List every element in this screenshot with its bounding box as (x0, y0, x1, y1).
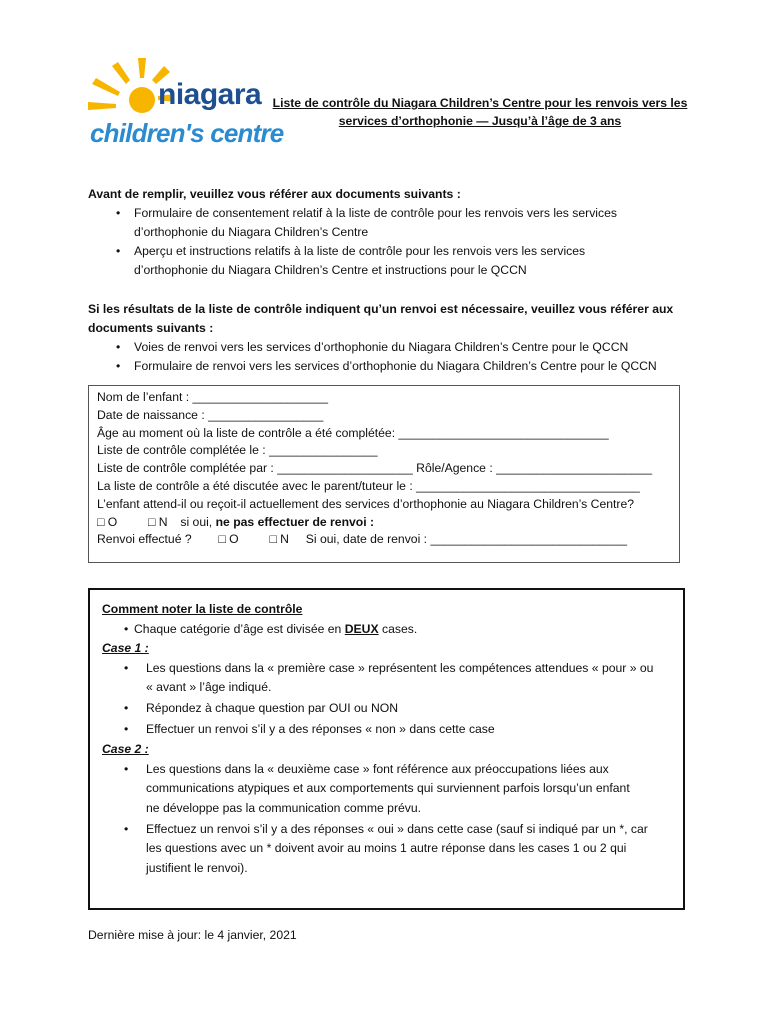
child-info-form (88, 385, 680, 563)
intro-bold-deux: DEUX (344, 621, 379, 636)
logo-text-niagara: niagara (158, 78, 262, 111)
case-2-heading: Case 2 : (102, 742, 149, 757)
list-item (102, 620, 671, 640)
completed-by-field[interactable]: Liste de contrôle complétée par : ____________________ Rôle/Agence : _______________________ (97, 461, 652, 476)
title-line-1: Liste de contrôle du Niagara Children’s Centre pour les renvois vers les (272, 96, 688, 110)
discussed-field[interactable]: La liste de contrôle a été discutée avec le parent/tuteur le : _________________________________ (97, 478, 640, 493)
list-item (88, 242, 688, 280)
list-item (102, 820, 671, 879)
referral-heading-line-2: documents suivants : (88, 321, 214, 335)
list-item-line: justifient le renvoi). (146, 860, 248, 875)
referral-documents-section (88, 300, 698, 376)
scoring-instructions-box (88, 588, 685, 910)
referral-heading-line-1: Si les résultats de la liste de contrôle indiquent qu’un renvoi est nécessaire, veuillez vous référer aux (88, 302, 674, 316)
logo-text-childrens-centre: children's centre (90, 118, 284, 148)
list-item (88, 204, 688, 242)
list-item-line: « avant » l’âge indiqué. (146, 680, 272, 695)
attends-no-checkbox[interactable]: □ N (148, 514, 168, 529)
before-section (88, 185, 688, 280)
list-item (102, 659, 671, 698)
list-item (102, 760, 671, 819)
intro-text: Chaque catégorie d’âge est divisée en (134, 621, 342, 636)
list-item-line: les questions avec un * doivent avoir au moins 1 autre réponse dans les cases 1 ou 2 qui (146, 841, 627, 856)
referral-no-checkbox[interactable]: □ N (269, 532, 289, 547)
list-item: • Voies de renvoi vers les services d’orthophonie du Niagara Children’s Centre pour le QCCN (88, 338, 698, 357)
scoring-heading: Comment noter la liste de contrôle (102, 602, 303, 616)
list-item-line: • Aperçu et instructions relatifs à la liste de contrôle pour les renvois vers les services (134, 244, 586, 258)
list-item: • Formulaire de renvoi vers les services d’orthophonie du Niagara Children’s Centre pour le QCCN (88, 357, 698, 376)
niagara-childrens-centre-logo (86, 54, 284, 154)
last-updated-footer: Dernière mise à jour: le 4 janvier, 2021 (88, 928, 297, 942)
child-name-field[interactable]: Nom de l’enfant : ____________________ (97, 390, 329, 404)
attends-yes-checkbox[interactable]: □ O (97, 514, 118, 529)
list-item-line: • Effectuez un renvoi s’il y a des réponses « oui » dans cette case (sauf si indiqué par un *, car (146, 821, 648, 836)
list-item: • Répondez à chaque question par OUI ou NON (102, 699, 671, 719)
referral-done-label: Renvoi effectué ? (97, 532, 192, 547)
completed-on-field[interactable]: Liste de contrôle complétée le : ________________ (97, 443, 378, 458)
dob-field[interactable]: Date de naissance : _________________ (97, 407, 324, 422)
list-item: • Effectuer un renvoi s’il y a des réponses « non » dans cette case (102, 720, 671, 740)
attends-no-referral-text: ne pas effectuer de renvoi : (215, 514, 375, 529)
document-title (270, 94, 690, 130)
attends-question: L’enfant attend-il ou reçoit-il actuellement des services d’orthophonie au Niagara Children’s Centre? (97, 496, 635, 511)
attends-options (97, 514, 671, 532)
title-line-2: services d’orthophonie — Jusqu’à l’âge de 3 ans (338, 114, 622, 128)
age-when-completed-field[interactable]: Âge au moment où la liste de contrôle a été complétée: _______________________________ (97, 425, 609, 440)
referral-done-row (97, 531, 671, 549)
list-item-line: • Formulaire de consentement relatif à la liste de contrôle pour les renvois vers les services (134, 206, 617, 220)
list-item-line: d’orthophonie du Niagara Children’s Centre et instructions pour le QCCN (134, 263, 527, 277)
referral-date-field[interactable]: Si oui, date de renvoi : _____________________________ (305, 532, 628, 547)
list-item-line: • Les questions dans la « deuxième case » font référence aux préoccupations liées aux (146, 761, 609, 776)
before-heading: Avant de remplir, veuillez vous référer aux documents suivants : (88, 187, 461, 201)
list-item-line: ne développe pas la communication comme prévu. (146, 800, 422, 815)
case-1-heading: Case 1 : (102, 641, 149, 656)
list-item-line: communications atypiques et aux comportements qui surviennent parfois lorsqu’un enfant (146, 781, 630, 796)
list-item-line: • Les questions dans la « première case » représentent les compétences attendues « pour » ou (146, 660, 654, 675)
list-item-line: d’orthophonie du Niagara Children’s Centre (134, 225, 369, 239)
referral-yes-checkbox[interactable]: □ O (218, 532, 239, 547)
attends-if-text: si oui, (180, 514, 213, 529)
intro-text-end: cases. (382, 621, 418, 636)
